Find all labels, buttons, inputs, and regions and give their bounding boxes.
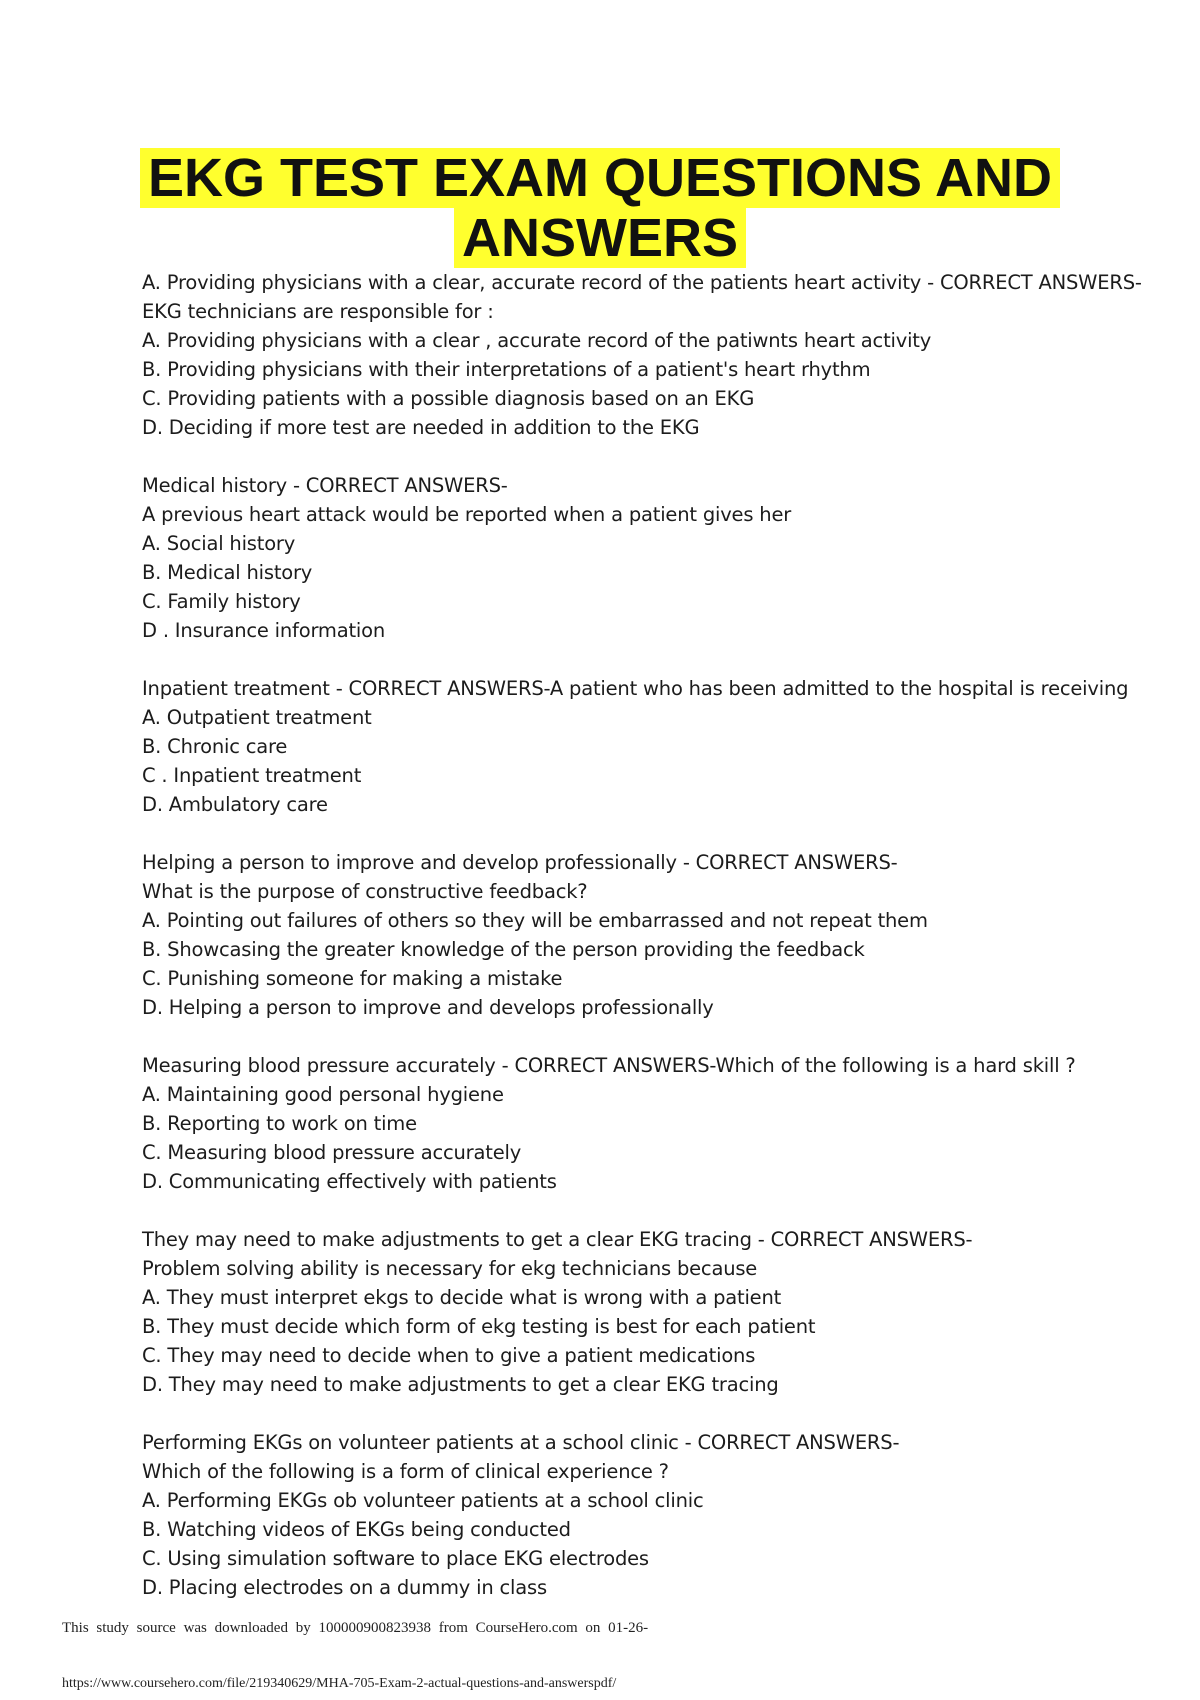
question-text-line: C . Inpatient treatment xyxy=(142,764,362,787)
question-text-line: C. Providing patients with a possible diagnosis based on an EKG xyxy=(142,387,755,410)
question-list xyxy=(142,268,1142,1631)
question-text-line: Problem solving ability is necessary for ekg technicians because xyxy=(142,1257,758,1280)
question-text-line: D. Placing electrodes on a dummy in class xyxy=(142,1576,547,1599)
title-line-1: EKG TEST EXAM QUESTIONS AND xyxy=(140,148,1060,208)
title-line-2: ANSWERS xyxy=(454,208,746,268)
question-text-line: D . Insurance information xyxy=(142,619,386,642)
question-answer-line: A. Providing physicians with a clear, accurate record of the patients heart activity - CORRECT ANSWERS- xyxy=(142,271,1142,294)
question-text-line: B. Reporting to work on time xyxy=(142,1112,417,1135)
question-answer-line: Helping a person to improve and develop professionally - CORRECT ANSWERS- xyxy=(142,851,898,874)
source-note: This study source was downloaded by 100000900823938 from CourseHero.com on 01-26- xyxy=(62,1620,649,1636)
question-answer-line: They may need to make adjustments to get a clear EKG tracing - CORRECT ANSWERS- xyxy=(142,1228,973,1251)
question-block xyxy=(142,848,1082,1022)
question-block xyxy=(142,1428,1082,1602)
question-text-line: D. Ambulatory care xyxy=(142,793,328,816)
question-text-line: C. Family history xyxy=(142,590,301,613)
question-answer-line: Inpatient treatment - CORRECT ANSWERS-A patient who has been admitted to the hospital is receiving xyxy=(142,677,1129,700)
question-block xyxy=(142,471,1082,645)
question-text-line: A. Maintaining good personal hygiene xyxy=(142,1083,504,1106)
question-text-line: C. They may need to decide when to give a patient medications xyxy=(142,1344,756,1367)
question-text-line: B. They must decide which form of ekg testing is best for each patient xyxy=(142,1315,816,1338)
question-text-line: A. Providing physicians with a clear , accurate record of the patiwnts heart activity xyxy=(142,329,932,352)
source-url: https://www.coursehero.com/file/219340629/MHA-705-Exam-2-actual-questions-and-answerspdf/ xyxy=(62,1676,617,1691)
question-text-line: D. Communicating effectively with patients xyxy=(142,1170,557,1193)
question-text-line: A. Outpatient treatment xyxy=(142,706,372,729)
question-text-line: A previous heart attack would be reported when a patient gives her xyxy=(142,503,792,526)
question-block xyxy=(142,1051,1082,1196)
question-block xyxy=(142,268,1142,442)
question-block xyxy=(142,1225,1082,1399)
question-text-line: What is the purpose of constructive feedback? xyxy=(142,880,588,903)
question-text-line: A. Performing EKGs ob volunteer patients at a school clinic xyxy=(142,1489,704,1512)
question-text-line: B. Medical history xyxy=(142,561,313,584)
question-text-line: D. Deciding if more test are needed in addition to the EKG xyxy=(142,416,700,439)
question-text-line: B. Watching videos of EKGs being conducted xyxy=(142,1518,571,1541)
question-text-line: A. Social history xyxy=(142,532,296,555)
question-text-line: A. Pointing out failures of others so they will be embarrassed and not repeat them xyxy=(142,909,928,932)
question-text-line: Which of the following is a form of clinical experience ? xyxy=(142,1460,669,1483)
question-text-line: B. Providing physicians with their interpretations of a patient's heart rhythm xyxy=(142,358,871,381)
question-block xyxy=(142,674,1129,819)
question-text-line: C. Using simulation software to place EKG electrodes xyxy=(142,1547,649,1570)
question-text-line: A. They must interpret ekgs to decide what is wrong with a patient xyxy=(142,1286,782,1309)
question-answer-line: Medical history - CORRECT ANSWERS- xyxy=(142,474,508,497)
question-text-line: B. Showcasing the greater knowledge of the person providing the feedback xyxy=(142,938,865,961)
question-text-line: C. Punishing someone for making a mistake xyxy=(142,967,563,990)
question-text-line: D. They may need to make adjustments to get a clear EKG tracing xyxy=(142,1373,779,1396)
document-title xyxy=(0,148,1200,268)
question-answer-line: Measuring blood pressure accurately - CORRECT ANSWERS-Which of the following is a hard skill ? xyxy=(142,1054,1076,1077)
question-answer-line: Performing EKGs on volunteer patients at a school clinic - CORRECT ANSWERS- xyxy=(142,1431,900,1454)
question-text-line: EKG technicians are responsible for : xyxy=(142,300,494,323)
question-text-line: B. Chronic care xyxy=(142,735,288,758)
question-text-line: C. Measuring blood pressure accurately xyxy=(142,1141,522,1164)
question-text-line: D. Helping a person to improve and develops professionally xyxy=(142,996,714,1019)
